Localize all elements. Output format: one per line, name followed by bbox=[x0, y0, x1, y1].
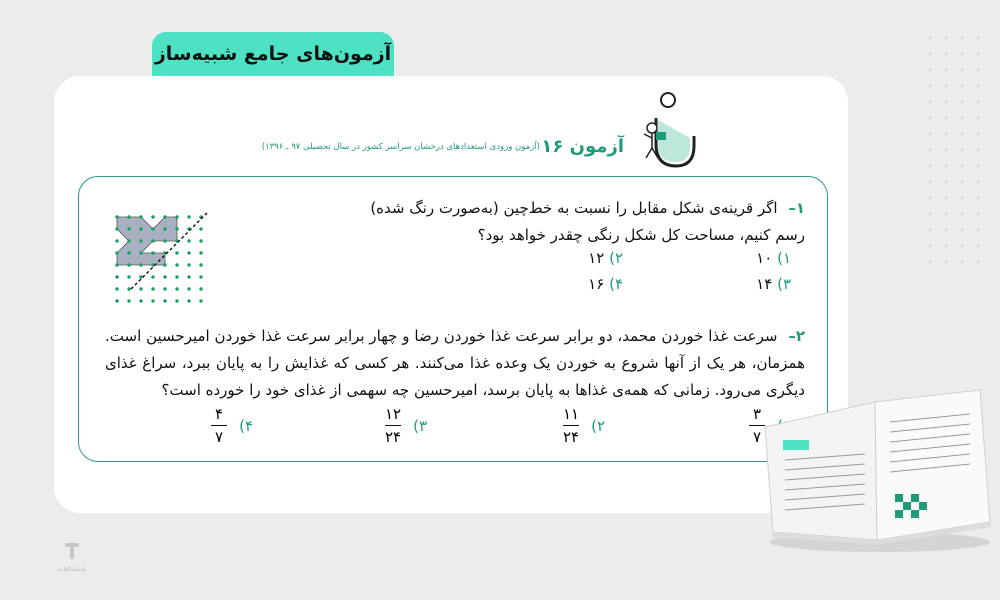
question-2 bbox=[105, 323, 805, 404]
q2-option-4-number: ۴) bbox=[239, 416, 253, 435]
dot-grid-shape-figure bbox=[109, 207, 215, 309]
q2-option-1-denominator: ۷ bbox=[753, 428, 762, 447]
q2-option-4-denominator: ۷ bbox=[215, 428, 224, 447]
fraction-bar bbox=[385, 425, 401, 426]
q1-option-2-number: ۲) bbox=[609, 249, 623, 267]
decorative-dot-grid bbox=[922, 30, 992, 270]
q2-option-2-number: ۲) bbox=[591, 416, 605, 435]
question-1-text: اگر قرینه‌ی شکل مقابل را نسبت به خط‌چین (به‌صورت رنگ شده) رسم کنیم، مساحت کل شکل رنگی چقدر خواهد بود؟ bbox=[370, 199, 805, 244]
banner-title: آزمون‌های جامع شبیه‌ساز bbox=[154, 43, 392, 65]
q2-option-1-numerator: ۳ bbox=[753, 405, 762, 423]
q1-option-4[interactable] bbox=[588, 275, 623, 293]
q2-option-3-fraction bbox=[385, 405, 401, 446]
section-banner bbox=[152, 32, 394, 76]
publisher-logo-icon bbox=[61, 540, 83, 562]
q2-option-3[interactable] bbox=[385, 405, 427, 446]
q1-option-1-value: ۱۰ bbox=[756, 249, 773, 267]
q1-option-2[interactable] bbox=[588, 249, 623, 267]
q1-option-3-value: ۱۴ bbox=[756, 275, 773, 293]
q1-option-4-value: ۱۶ bbox=[588, 275, 605, 293]
questions-box bbox=[78, 176, 828, 462]
q2-option-4[interactable] bbox=[211, 405, 253, 446]
q1-option-1[interactable] bbox=[756, 249, 791, 267]
q1-option-2-value: ۱۲ bbox=[588, 249, 605, 267]
exam-subtitle: (آزمون ورودی استعدادهای درخشان سراسر کشور در سال تحصیلی ۹۷ ـ ۱۳۹۶) bbox=[261, 142, 540, 152]
q1-option-4-number: ۴) bbox=[609, 275, 623, 293]
q2-option-3-denominator: ۲۴ bbox=[384, 428, 402, 447]
question-1-number: ۱– bbox=[788, 199, 805, 217]
fraction-bar bbox=[211, 425, 227, 426]
question-2-number: ۲– bbox=[788, 327, 805, 345]
q2-option-2-denominator: ۲۴ bbox=[562, 428, 580, 447]
q2-option-2-fraction bbox=[563, 405, 579, 446]
student-logo-icon bbox=[628, 88, 700, 172]
question-2-text: سرعت غذا خوردن محمد، دو برابر سرعت غذا خوردن رضا و چهار برابر سرعت غذا خوردن امیرحسین است. همزمان، هر یک از آنها شروع به خوردن یک وعده غذا می‌کنند. هر کسی که غذایش را به پایان ببرد، سراغ غذای دیگری می‌رود. زمانی که همه‌ی غذاها به پایان برسد، امیرحسین چه سهمی از غذای خود را خورده است؟ bbox=[105, 327, 805, 399]
q2-option-3-numerator: ۱۲ bbox=[384, 405, 402, 423]
q2-option-3-number: ۳) bbox=[413, 416, 427, 435]
exam-header bbox=[261, 88, 700, 172]
q1-option-1-number: ۱) bbox=[777, 249, 791, 267]
q1-option-3[interactable] bbox=[756, 275, 791, 293]
exam-title: آزمون ۱۶ bbox=[541, 136, 624, 157]
q2-option-4-numerator: ۴ bbox=[215, 405, 224, 423]
q2-option-2-numerator: ۱۱ bbox=[562, 405, 580, 423]
q2-option-4-fraction bbox=[211, 405, 227, 446]
q1-option-3-number: ۳) bbox=[777, 275, 791, 293]
publisher-watermark bbox=[52, 540, 92, 572]
open-book-image bbox=[755, 382, 995, 557]
q2-option-2[interactable] bbox=[563, 405, 605, 446]
publisher-watermark-text: پادشاه‌کتاب bbox=[57, 566, 87, 573]
fraction-bar bbox=[563, 425, 579, 426]
